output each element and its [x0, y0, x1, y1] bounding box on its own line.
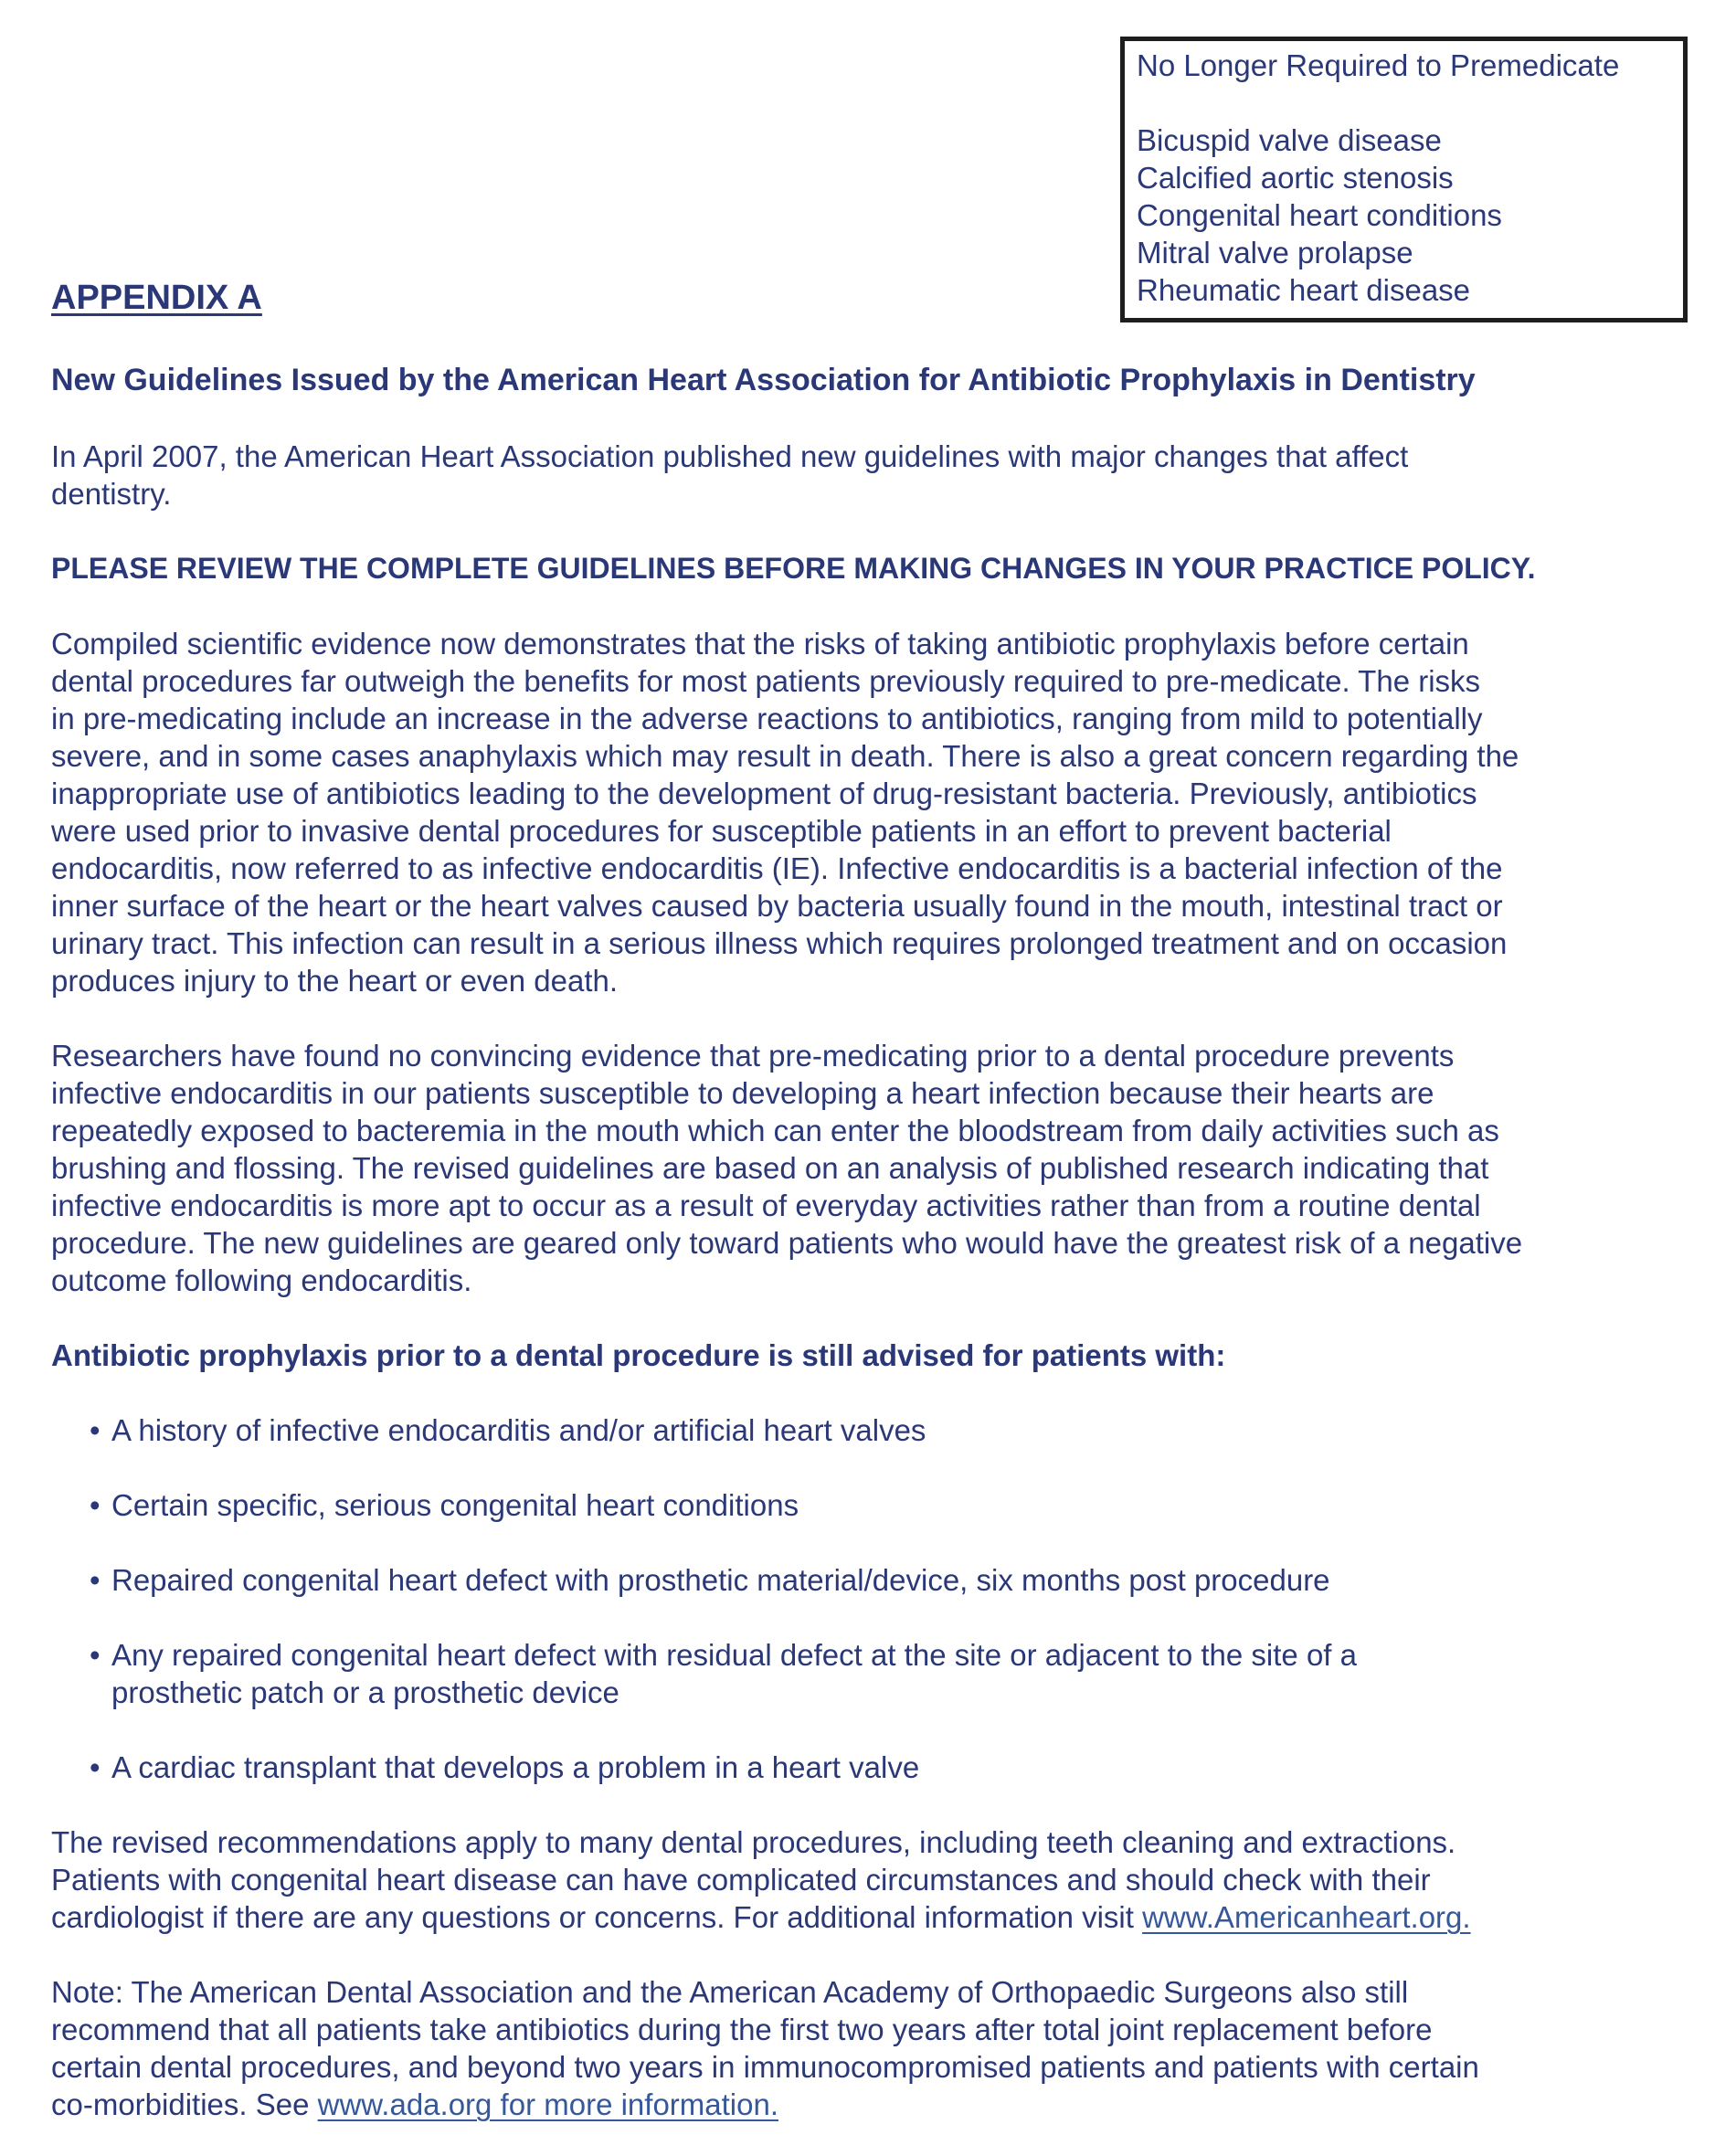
bullet-icon: •	[90, 1413, 101, 1447]
paragraph-line: endocarditis, now referred to as infective endocarditis (IE). Infective endocarditis is a bacterial infection of the	[51, 851, 1503, 885]
paragraph-line: Patients with congenital heart disease can have complicated circumstances and should check with their	[51, 1863, 1431, 1897]
bullet-icon: •	[90, 1488, 101, 1522]
paragraph-line: infective endocarditis in our patients susceptible to developing a heart infection because their hearts are	[51, 1076, 1434, 1110]
paragraph-line: inner surface of the heart or the heart valves caused by bacteria usually found in the mouth, intestinal tract or	[51, 889, 1503, 923]
paragraph-line: urinary tract. This infection can result in a serious illness which requires prolonged treatment and on occasion	[51, 926, 1508, 960]
appendix-heading: APPENDIX A	[51, 279, 262, 317]
list-item-text: prosthetic patch or a prosthetic device	[111, 1675, 619, 1709]
paragraph-line: procedure. The new guidelines are geared only toward patients who would have the greatest risk of a negative	[51, 1226, 1523, 1260]
paragraph-line: repeatedly exposed to bacteremia in the mouth which can enter the bloodstream from daily activities such as	[51, 1114, 1499, 1147]
paragraph-line-text: cardiologist if there are any questions or concerns. For additional information visit	[51, 1900, 1143, 1934]
bullet-icon: •	[90, 1638, 101, 1672]
box-item: Rheumatic heart disease	[1137, 273, 1471, 307]
paragraph-line: inappropriate use of antibiotics leading to the development of drug-resistant bacteria. Previously, antibiotics	[51, 777, 1477, 810]
list-item-text: A history of infective endocarditis and/or artificial heart valves	[111, 1413, 926, 1447]
box-item: Calcified aortic stenosis	[1137, 161, 1454, 195]
paragraph-line: recommend that all patients take antibiotics during the first two years after total joint replacement before	[51, 2013, 1433, 2046]
paragraph-line: Compiled scientific evidence now demonstrates that the risks of taking antibiotic prophylaxis before certain	[51, 627, 1469, 661]
paragraph-line: dental procedures far outweigh the benefits for most patients previously required to pre-medicate. The risks	[51, 664, 1481, 698]
paragraph-line: Researchers have found no convincing evidence that pre-medicating prior to a dental procedure prevents	[51, 1039, 1455, 1073]
list-item-text: A cardiac transplant that develops a problem in a heart valve	[111, 1750, 920, 1784]
bullet-icon: •	[90, 1750, 101, 1784]
list-item-text: Certain specific, serious congenital heart conditions	[111, 1488, 799, 1522]
intro-line: In April 2007, the American Heart Association published new guidelines with major changes that affect	[51, 439, 1409, 473]
paragraph-line	[51, 2086, 778, 2123]
no-longer-required-box	[1120, 37, 1688, 322]
paragraph-line: were used prior to invasive dental procedures for susceptible patients in an effort to prevent bacterial	[51, 814, 1392, 848]
bullet-icon: •	[90, 1563, 101, 1597]
ada-link[interactable]: www.ada.org for more information.	[317, 2087, 779, 2121]
paragraph-line: produces injury to the heart or even death.	[51, 964, 619, 998]
paragraph-line: severe, and in some cases anaphylaxis which may result in death. There is also a great concern regarding the	[51, 739, 1519, 773]
paragraph-line: Note: The American Dental Association and the American Academy of Orthopaedic Surgeons also still	[51, 1975, 1409, 2009]
list-item-text: Any repaired congenital heart defect with residual defect at the site or adjacent to the site of a	[111, 1638, 1357, 1672]
document-title: New Guidelines Issued by the American Heart Association for Antibiotic Prophylaxis in Dentistry	[51, 363, 1476, 397]
paragraph-line: infective endocarditis is more apt to occur as a result of everyday activities rather than from a routine dental	[51, 1189, 1481, 1222]
list-item-text: Repaired congenital heart defect with prosthetic material/device, six months post procedure	[111, 1563, 1330, 1597]
paragraph-line-text: co-morbidities. See	[51, 2087, 318, 2121]
review-warning: PLEASE REVIEW THE COMPLETE GUIDELINES BEFORE MAKING CHANGES IN YOUR PRACTICE POLICY.	[51, 552, 1536, 585]
advised-heading: Antibiotic prophylaxis prior to a dental procedure is still advised for patients with:	[51, 1338, 1226, 1372]
box-item: Congenital heart conditions	[1137, 198, 1502, 232]
box-item: Bicuspid valve disease	[1137, 123, 1442, 157]
paragraph-line: certain dental procedures, and beyond two years in immunocompromised patients and patients with certain	[51, 2050, 1479, 2084]
box-item: Mitral valve prolapse	[1137, 236, 1413, 270]
paragraph-line: The revised recommendations apply to many dental procedures, including teeth cleaning and extractions.	[51, 1825, 1456, 1859]
box-title: No Longer Required to Premedicate	[1137, 48, 1620, 82]
paragraph-line: brushing and flossing. The revised guidelines are based on an analysis of published research indicating that	[51, 1151, 1489, 1185]
intro-line: dentistry.	[51, 477, 172, 511]
american-heart-link[interactable]: www.Americanheart.org.	[1142, 1900, 1471, 1934]
paragraph-line: outcome following endocarditis.	[51, 1263, 472, 1297]
paragraph-line: in pre-medicating include an increase in the adverse reactions to antibiotics, ranging from mild to potentially	[51, 702, 1483, 735]
paragraph-line	[51, 1898, 1471, 1936]
